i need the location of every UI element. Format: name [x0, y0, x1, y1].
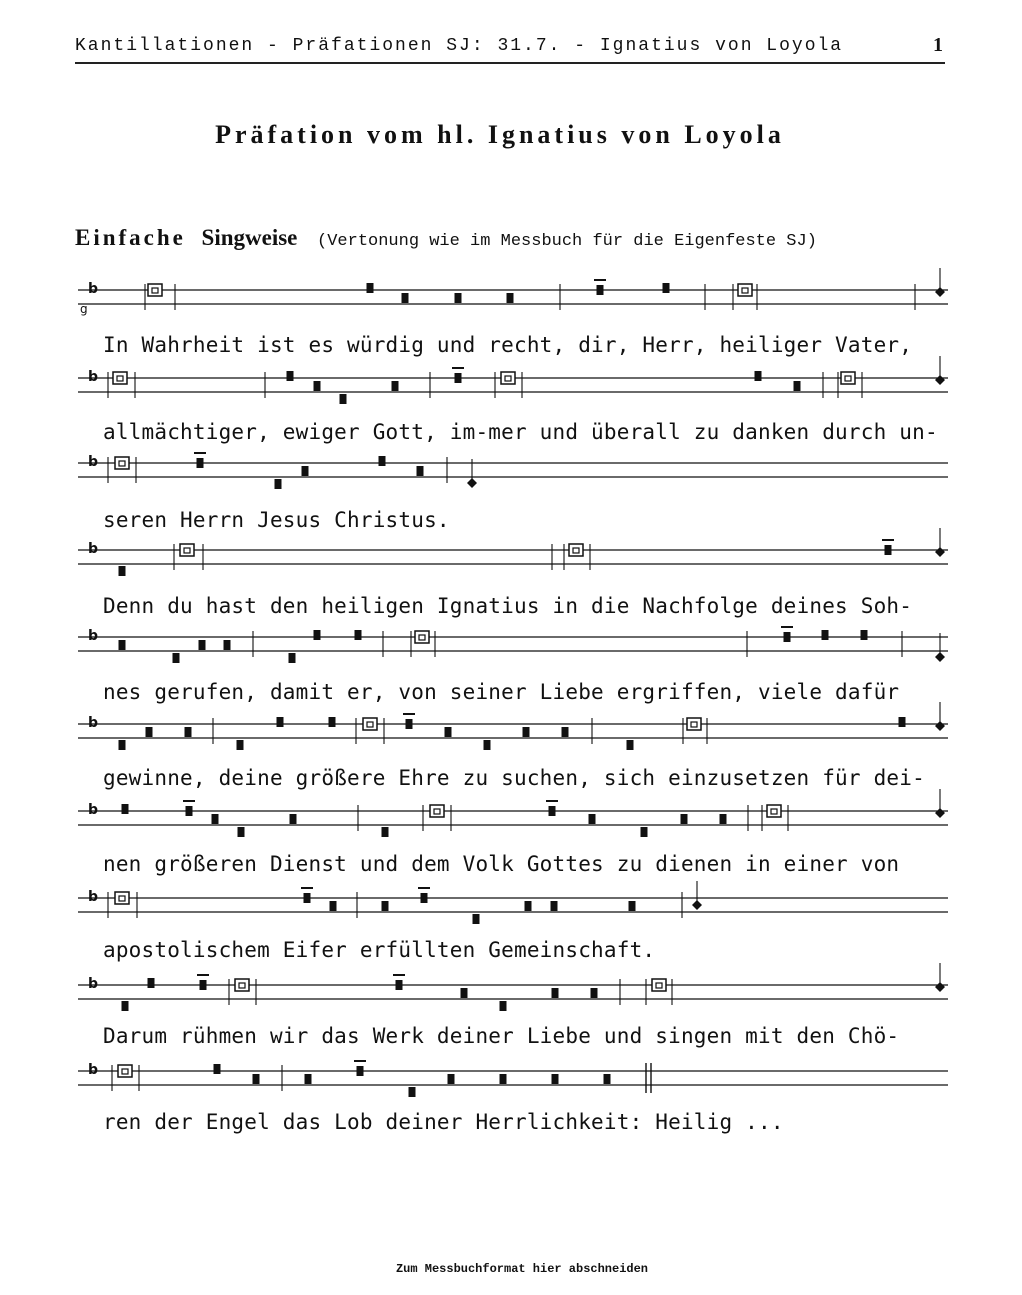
note — [409, 1087, 416, 1097]
recitation-note-inner — [122, 1069, 128, 1074]
note — [507, 293, 514, 303]
recitation-note-inner — [152, 288, 158, 293]
note — [148, 978, 155, 988]
recitation-note-inner — [691, 722, 697, 727]
flat-clef: b — [88, 369, 99, 385]
flat-clef: b — [88, 454, 99, 470]
note — [146, 727, 153, 737]
final-note — [935, 982, 945, 992]
recitation-note-inner — [742, 288, 748, 293]
note — [314, 381, 321, 391]
note — [899, 717, 906, 727]
note — [379, 456, 386, 466]
note — [330, 901, 337, 911]
note — [484, 740, 491, 750]
final-note — [935, 547, 945, 557]
note — [794, 381, 801, 391]
page-title: Präfation vom hl. Ignatius von Loyola — [215, 120, 785, 149]
recitation-note-inner — [505, 376, 511, 381]
note — [552, 988, 559, 998]
note — [445, 727, 452, 737]
note — [525, 901, 532, 911]
lyric-line: nen größeren Dienst und dem Volk Gottes zu dienen in einer von — [103, 852, 900, 876]
note — [119, 640, 126, 650]
section-heading-part1: Einfache — [75, 225, 186, 250]
final-note — [935, 721, 945, 731]
flat-clef: b — [88, 889, 99, 905]
final-note — [935, 375, 945, 385]
flat-clef: b — [88, 976, 99, 992]
header-title: Kantillationen - Präfationen SJ: 31.7. - Ignatius von Loyola — [75, 36, 844, 56]
final-note — [692, 900, 702, 910]
note — [604, 1074, 611, 1084]
note — [290, 814, 297, 824]
note — [448, 1074, 455, 1084]
lyric-line: gewinne, deine größere Ehre zu suchen, sich einzusetzen für dei- — [103, 766, 925, 790]
section-heading-part2: Singweise — [201, 225, 298, 250]
note — [552, 1074, 559, 1084]
note — [289, 653, 296, 663]
recitation-note-inner — [119, 896, 125, 901]
note — [237, 740, 244, 750]
final-note — [467, 478, 477, 488]
note — [253, 1074, 260, 1084]
lyric-line: allmächtiger, ewiger Gott, im-mer und überall zu danken durch un- — [103, 420, 938, 444]
flat-clef: b — [88, 628, 99, 644]
flat-clef: b — [88, 541, 99, 557]
note — [212, 814, 219, 824]
clef-letter: g — [80, 302, 88, 316]
recitation-note-inner — [239, 983, 245, 988]
note — [197, 458, 204, 468]
note — [340, 394, 347, 404]
note — [357, 1066, 364, 1076]
recitation-note-inner — [117, 376, 123, 381]
note — [562, 727, 569, 737]
lyric-line: In Wahrheit ist es würdig und recht, dir, Herr, heiliger Vater, — [103, 333, 913, 357]
note — [402, 293, 409, 303]
flat-clef: b — [88, 802, 99, 818]
note — [500, 1074, 507, 1084]
note — [681, 814, 688, 824]
note — [591, 988, 598, 998]
note — [455, 293, 462, 303]
flat-clef: b — [88, 281, 99, 297]
note — [551, 901, 558, 911]
footer-note: Zum Messbuchformat hier abschneiden — [395, 1262, 649, 1276]
note — [275, 479, 282, 489]
flat-clef: b — [88, 1062, 99, 1078]
lyric-line: Denn du hast den heiligen Ignatius in die Nachfolge deines Soh- — [103, 594, 913, 618]
note — [173, 653, 180, 663]
note — [396, 980, 403, 990]
section-note: (Vertonung wie im Messbuch für die Eigenfeste SJ) — [317, 232, 817, 251]
note — [214, 1064, 221, 1074]
recitation-note-inner — [184, 548, 190, 553]
note — [589, 814, 596, 824]
lyric-line: nes gerufen, damit er, von seiner Liebe ergriffen, viele dafür — [103, 680, 900, 704]
note — [305, 1074, 312, 1084]
note — [200, 980, 207, 990]
note — [641, 827, 648, 837]
note — [597, 285, 604, 295]
note — [302, 466, 309, 476]
note — [784, 632, 791, 642]
final-note — [935, 808, 945, 818]
note — [392, 381, 399, 391]
lyric-line: seren Herrn Jesus Christus. — [103, 508, 450, 532]
note — [627, 740, 634, 750]
note — [355, 630, 362, 640]
recitation-note-inner — [119, 461, 125, 466]
recitation-note-inner — [419, 635, 425, 640]
note — [287, 371, 294, 381]
note — [822, 630, 829, 640]
note — [304, 893, 311, 903]
note — [549, 806, 556, 816]
lyric-line: ren der Engel das Lob deiner Herrlichkeit: Heilig ... — [103, 1110, 784, 1134]
note — [663, 283, 670, 293]
note — [185, 727, 192, 737]
note — [885, 545, 892, 555]
recitation-note-inner — [367, 722, 373, 727]
note — [500, 1001, 507, 1011]
note — [382, 827, 389, 837]
note — [186, 806, 193, 816]
note — [119, 740, 126, 750]
recitation-note-inner — [656, 983, 662, 988]
note — [861, 630, 868, 640]
note — [720, 814, 727, 824]
note — [473, 914, 480, 924]
note — [382, 901, 389, 911]
note — [329, 717, 336, 727]
lyric-line: Darum rühmen wir das Werk deiner Liebe und singen mit den Chö- — [103, 1024, 900, 1048]
note — [122, 804, 129, 814]
note — [417, 466, 424, 476]
lyric-line: apostolischem Eifer erfüllten Gemeinschaft. — [103, 938, 656, 962]
page-number: 1 — [933, 34, 943, 56]
note — [119, 566, 126, 576]
final-note — [935, 287, 945, 297]
note — [277, 717, 284, 727]
note — [406, 719, 413, 729]
note — [314, 630, 321, 640]
note — [755, 371, 762, 381]
note — [199, 640, 206, 650]
flat-clef: b — [88, 715, 99, 731]
note — [461, 988, 468, 998]
note — [238, 827, 245, 837]
note — [523, 727, 530, 737]
note — [629, 901, 636, 911]
note — [367, 283, 374, 293]
recitation-note-inner — [573, 548, 579, 553]
note — [421, 893, 428, 903]
recitation-note-inner — [845, 376, 851, 381]
recitation-note-inner — [771, 809, 777, 814]
note — [224, 640, 231, 650]
recitation-note-inner — [434, 809, 440, 814]
final-note — [935, 652, 945, 662]
note — [455, 373, 462, 383]
note — [122, 1001, 129, 1011]
